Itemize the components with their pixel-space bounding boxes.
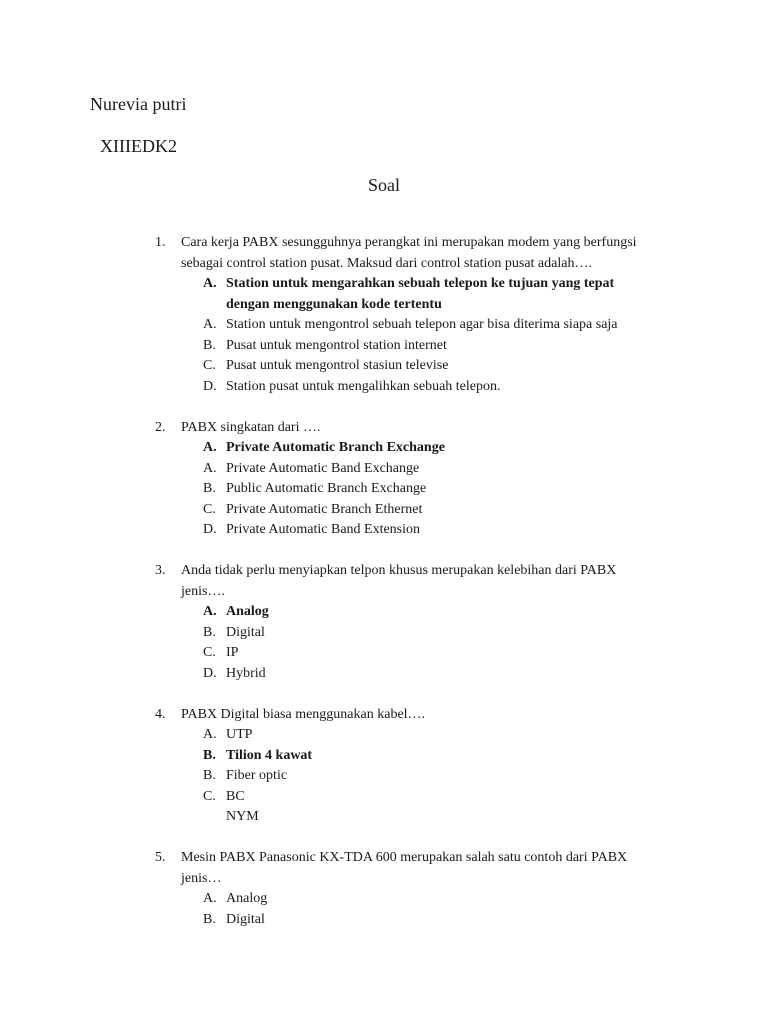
option-letter: A.: [203, 460, 217, 476]
question-text: Cara kerja PABX sesungguhnya perangkat ini merupakan modem yang berfungsi sebagai control station pusat. Maksud dari control station pusat adalah….: [181, 235, 637, 271]
question-number: 1.: [155, 235, 166, 250]
option-letter: C.: [203, 358, 216, 373]
option-letter: [203, 807, 226, 828]
option-text: Private Automatic Band Extension: [226, 522, 421, 537]
answer-option: [203, 315, 655, 336]
answer-option-correct: [203, 274, 655, 315]
question-list: [155, 233, 655, 951]
student-class: XIIIEDK2: [100, 136, 177, 156]
option-text: NYM: [226, 809, 259, 824]
option-letter: B.: [203, 337, 216, 353]
option-text: IP: [226, 645, 239, 660]
student-name: Nurevia putri: [90, 94, 187, 114]
option-text: Analog: [226, 604, 269, 619]
option-letter: A.: [203, 891, 217, 906]
answer-option: [203, 766, 655, 787]
question-item: [155, 848, 655, 930]
answer-option-correct: [203, 602, 655, 623]
option-text: Private Automatic Band Exchange: [226, 460, 420, 476]
answer-option: [203, 787, 655, 808]
option-letter: A.: [203, 276, 217, 291]
option-letter: C.: [203, 645, 216, 660]
answer-option: [203, 356, 655, 377]
page-title: Soal: [367, 175, 400, 195]
question-number: 3.: [155, 563, 166, 578]
answer-option-correct: [203, 438, 655, 459]
option-letter: B.: [203, 624, 216, 640]
question-number: 4.: [155, 706, 166, 722]
answer-option: [203, 725, 655, 746]
question-text: PABX singkatan dari ….: [181, 419, 321, 435]
question-text: PABX Digital biasa menggunakan kabel….: [181, 706, 426, 722]
question-item: [155, 233, 655, 397]
answer-option: [203, 910, 655, 931]
question-text: Mesin PABX Panasonic KX-TDA 600 merupakan salah satu contoh dari PABX jenis…: [181, 850, 628, 886]
question-row: [155, 561, 655, 602]
option-letter: A.: [203, 317, 217, 332]
option-text: Station pusat untuk mengalihkan sebuah telepon.: [226, 378, 501, 394]
answer-option: [203, 377, 655, 398]
answer-option: [203, 664, 655, 685]
option-text: Pusat untuk mengontrol station internet: [226, 337, 447, 353]
option-text: UTP: [226, 727, 253, 742]
answer-option: [203, 520, 655, 541]
option-text: Digital: [226, 911, 265, 927]
option-text: Pusat untuk mengontrol stasiun televise: [226, 358, 449, 373]
option-text: Fiber optic: [226, 768, 288, 783]
option-text: Digital: [226, 624, 265, 640]
question-text: Anda tidak perlu menyiapkan telpon khusus merupakan kelebihan dari PABX jenis….: [181, 563, 617, 599]
question-number: 5.: [155, 850, 166, 865]
answer-option: [203, 459, 655, 480]
option-text: BC: [226, 788, 245, 804]
option-letter: B.: [203, 481, 216, 496]
option-text: Private Automatic Branch Ethernet: [226, 501, 423, 517]
option-letter: C.: [203, 788, 216, 804]
question-number: 2.: [155, 419, 166, 435]
option-letter: A.: [203, 604, 217, 619]
answer-option: [203, 889, 655, 910]
question-row: [155, 233, 655, 274]
option-letter: B.: [203, 911, 216, 927]
answer-option: [203, 336, 655, 357]
answer-option: [203, 623, 655, 644]
answer-option: [203, 479, 655, 500]
option-letter: B.: [203, 768, 216, 783]
question-item: [155, 418, 655, 541]
option-letter: D.: [203, 378, 217, 394]
option-letter: A.: [203, 440, 217, 455]
question-row: [155, 848, 655, 889]
option-letter: D.: [203, 522, 217, 537]
option-letter: C.: [203, 501, 216, 517]
option-letter: A.: [203, 727, 217, 742]
option-text: Station untuk mengarahkan sebuah telepon ke tujuan yang tepat dengan menggunakan kode tertentu: [226, 276, 615, 312]
question-row: [155, 705, 655, 726]
answer-option: [203, 500, 655, 521]
option-text: Public Automatic Branch Exchange: [226, 481, 427, 496]
question-item: [155, 561, 655, 684]
option-text: Station untuk mengontrol sebuah telepon agar bisa diterima siapa saja: [226, 317, 618, 332]
answer-option-correct: [203, 746, 655, 767]
answer-option: [203, 643, 655, 664]
option-text: Tilion 4 kawat: [226, 747, 313, 763]
option-letter: B.: [203, 747, 216, 763]
option-text: Analog: [226, 891, 268, 906]
question-item: [155, 705, 655, 828]
option-text: Hybrid: [226, 665, 266, 681]
option-letter: D.: [203, 665, 217, 681]
answer-option: [203, 807, 655, 828]
option-text: Private Automatic Branch Exchange: [226, 440, 445, 455]
question-row: [155, 418, 655, 439]
